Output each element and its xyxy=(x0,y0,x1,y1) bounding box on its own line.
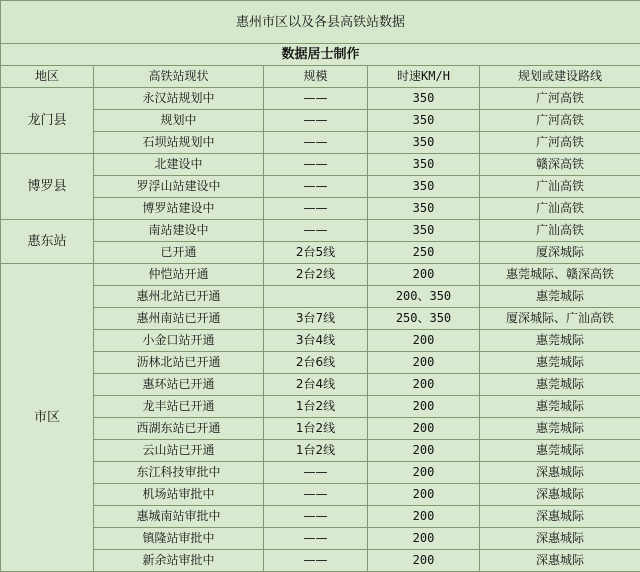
speed-cell: 200 xyxy=(368,506,480,528)
table-row xyxy=(1,528,640,550)
status-cell: 惠州北站已开通 xyxy=(94,286,264,308)
speed-cell: 350 xyxy=(368,132,480,154)
table-row xyxy=(1,374,640,396)
table-row xyxy=(1,242,640,264)
route-cell: 深惠城际 xyxy=(480,462,640,484)
speed-cell: 200 xyxy=(368,374,480,396)
speed-cell: 250 xyxy=(368,242,480,264)
table-row xyxy=(1,418,640,440)
route-cell: 惠莞城际 xyxy=(480,374,640,396)
status-cell: 石坝站规划中 xyxy=(94,132,264,154)
route-cell: 惠莞城际 xyxy=(480,440,640,462)
scale-cell: 2台2线 xyxy=(264,264,368,286)
table-row xyxy=(1,264,640,286)
table-row xyxy=(1,506,640,528)
route-cell: 惠莞城际 xyxy=(480,352,640,374)
scale-cell: —— xyxy=(264,176,368,198)
region-cell: 龙门县 xyxy=(1,88,94,154)
speed-cell: 350 xyxy=(368,154,480,176)
table-row xyxy=(1,88,640,110)
scale-cell: 1台2线 xyxy=(264,396,368,418)
table-row xyxy=(1,220,640,242)
scale-cell: —— xyxy=(264,506,368,528)
table-row xyxy=(1,286,640,308)
table-row xyxy=(1,396,640,418)
status-cell: 惠环站已开通 xyxy=(94,374,264,396)
route-cell: 惠莞城际 xyxy=(480,396,640,418)
status-cell: 云山站已开通 xyxy=(94,440,264,462)
status-cell: 北建设中 xyxy=(94,154,264,176)
route-cell: 惠莞城际、赣深高铁 xyxy=(480,264,640,286)
scale-cell: —— xyxy=(264,88,368,110)
scale-cell xyxy=(264,286,368,308)
status-cell: 仲恺站开通 xyxy=(94,264,264,286)
status-cell: 规划中 xyxy=(94,110,264,132)
speed-cell: 350 xyxy=(368,198,480,220)
title-row xyxy=(1,1,640,44)
status-cell: 南站建设中 xyxy=(94,220,264,242)
speed-cell: 350 xyxy=(368,88,480,110)
speed-cell: 200 xyxy=(368,440,480,462)
header-row xyxy=(1,66,640,88)
table-row xyxy=(1,198,640,220)
route-cell: 广汕高铁 xyxy=(480,176,640,198)
route-cell: 惠莞城际 xyxy=(480,330,640,352)
status-cell: 已开通 xyxy=(94,242,264,264)
scale-cell: —— xyxy=(264,528,368,550)
table-row xyxy=(1,440,640,462)
route-cell: 深惠城际 xyxy=(480,484,640,506)
route-cell: 惠莞城际 xyxy=(480,286,640,308)
header-route: 规划或建设路线 xyxy=(480,66,640,88)
table-row xyxy=(1,308,640,330)
scale-cell: 1台2线 xyxy=(264,440,368,462)
route-cell: 广河高铁 xyxy=(480,110,640,132)
scale-cell: 2台5线 xyxy=(264,242,368,264)
scale-cell: —— xyxy=(264,198,368,220)
header-speed: 时速KM/H xyxy=(368,66,480,88)
status-cell: 龙丰站已开通 xyxy=(94,396,264,418)
route-cell: 深惠城际 xyxy=(480,550,640,572)
status-cell: 惠州南站已开通 xyxy=(94,308,264,330)
status-cell: 罗浮山站建设中 xyxy=(94,176,264,198)
region-cell: 博罗县 xyxy=(1,154,94,220)
scale-cell: —— xyxy=(264,484,368,506)
route-cell: 赣深高铁 xyxy=(480,154,640,176)
speed-cell: 200、350 xyxy=(368,286,480,308)
header-scale: 规模 xyxy=(264,66,368,88)
table-title: 惠州市区以及各县高铁站数据 xyxy=(1,1,640,44)
scale-cell: 2台6线 xyxy=(264,352,368,374)
table-subtitle: 数据居士制作 xyxy=(1,44,640,66)
header-region: 地区 xyxy=(1,66,94,88)
scale-cell: 3台4线 xyxy=(264,330,368,352)
scale-cell: —— xyxy=(264,462,368,484)
table-row xyxy=(1,132,640,154)
header-status: 高铁站现状 xyxy=(94,66,264,88)
route-cell: 惠莞城际 xyxy=(480,418,640,440)
scale-cell: —— xyxy=(264,550,368,572)
speed-cell: 200 xyxy=(368,462,480,484)
speed-cell: 200 xyxy=(368,484,480,506)
table-row xyxy=(1,550,640,572)
speed-cell: 200 xyxy=(368,550,480,572)
scale-cell: —— xyxy=(264,220,368,242)
route-cell: 广汕高铁 xyxy=(480,220,640,242)
scale-cell: 1台2线 xyxy=(264,418,368,440)
status-cell: 小金口站开通 xyxy=(94,330,264,352)
subtitle-row xyxy=(1,44,640,66)
table-row xyxy=(1,352,640,374)
table-row xyxy=(1,154,640,176)
speed-cell: 200 xyxy=(368,396,480,418)
table-row xyxy=(1,176,640,198)
status-cell: 机场站审批中 xyxy=(94,484,264,506)
table-row xyxy=(1,110,640,132)
status-cell: 惠城南站审批中 xyxy=(94,506,264,528)
speed-cell: 200 xyxy=(368,264,480,286)
route-cell: 厦深城际 xyxy=(480,242,640,264)
speed-cell: 350 xyxy=(368,176,480,198)
status-cell: 新余站审批中 xyxy=(94,550,264,572)
speed-cell: 200 xyxy=(368,352,480,374)
region-cell: 市区 xyxy=(1,264,94,572)
speed-cell: 350 xyxy=(368,110,480,132)
scale-cell: 2台4线 xyxy=(264,374,368,396)
scale-cell: —— xyxy=(264,154,368,176)
route-cell: 厦深城际、广汕高铁 xyxy=(480,308,640,330)
scale-cell: 3台7线 xyxy=(264,308,368,330)
route-cell: 深惠城际 xyxy=(480,528,640,550)
route-cell: 广汕高铁 xyxy=(480,198,640,220)
table-row xyxy=(1,330,640,352)
speed-cell: 350 xyxy=(368,220,480,242)
speed-cell: 200 xyxy=(368,528,480,550)
speed-cell: 200 xyxy=(368,418,480,440)
speed-cell: 250、350 xyxy=(368,308,480,330)
route-cell: 广河高铁 xyxy=(480,88,640,110)
table-row xyxy=(1,484,640,506)
route-cell: 深惠城际 xyxy=(480,506,640,528)
scale-cell: —— xyxy=(264,132,368,154)
status-cell: 镇隆站审批中 xyxy=(94,528,264,550)
status-cell: 永汉站规划中 xyxy=(94,88,264,110)
status-cell: 博罗站建设中 xyxy=(94,198,264,220)
table-row xyxy=(1,462,640,484)
scale-cell: —— xyxy=(264,110,368,132)
speed-cell: 200 xyxy=(368,330,480,352)
status-cell: 东江科技审批中 xyxy=(94,462,264,484)
status-cell: 沥林北站已开通 xyxy=(94,352,264,374)
route-cell: 广河高铁 xyxy=(480,132,640,154)
region-cell: 惠东站 xyxy=(1,220,94,264)
status-cell: 西湖东站已开通 xyxy=(94,418,264,440)
